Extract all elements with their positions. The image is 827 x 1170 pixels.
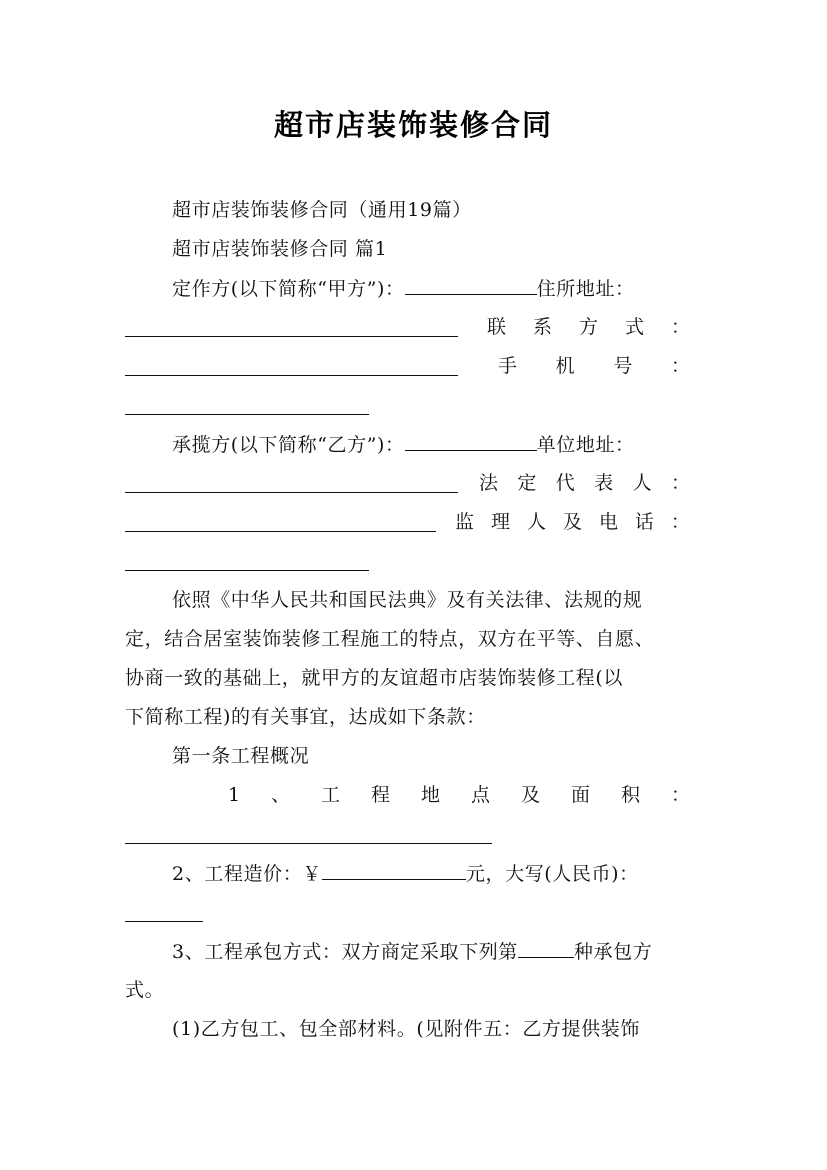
contact-blank[interactable] bbox=[125, 375, 458, 376]
intro-line-1: 依照《中华人民共和国民法典》及有关法律、法规的规 bbox=[172, 589, 643, 611]
legal-rep-blank[interactable] bbox=[125, 531, 436, 532]
section-heading: 超市店装饰装修合同 篇1 bbox=[172, 238, 388, 260]
intro-line-3: 协商一致的基础上，就甲方的友谊超市店装饰装修工程(以 bbox=[125, 667, 624, 689]
intro-line-2: 定，结合居室装饰装修工程施工的特点，双方在平等、自愿、 bbox=[125, 628, 655, 650]
intro-line-4: 下简称工程)的有关事宜，达成如下条款： bbox=[125, 706, 486, 728]
phone-label: 手 机 号 ： bbox=[498, 355, 690, 377]
item-3-suffix: 种承包方 bbox=[573, 941, 653, 963]
article-1-heading: 第一条工程概况 bbox=[172, 745, 310, 767]
item-3-line-2: 式。 bbox=[125, 979, 165, 1001]
unit-address-blank[interactable] bbox=[125, 492, 458, 493]
item-3-option-1: (1)乙方包工、包全部材料。(见附件五：乙方提供装饰 bbox=[172, 1018, 640, 1040]
item-2-line bbox=[172, 861, 639, 886]
unit-address-label: 单位地址： bbox=[536, 434, 635, 456]
supervisor-blank[interactable] bbox=[125, 570, 369, 571]
supervisor-label: 监 理 人 及 电 话 ： bbox=[455, 511, 690, 533]
item-1-label: 1 、 工 程 地 点 及 面 积 ： bbox=[228, 784, 690, 806]
price-words-blank[interactable] bbox=[125, 921, 203, 922]
item-2-label: 2、工程造价：￥ bbox=[172, 863, 322, 885]
party-b-blank[interactable] bbox=[405, 432, 537, 451]
legal-rep-label: 法 定 代 表 人 ： bbox=[479, 472, 690, 494]
item-2-suffix: 元，大写(人民币)： bbox=[465, 863, 639, 885]
party-a-line bbox=[172, 276, 635, 301]
party-a-blank[interactable] bbox=[405, 276, 537, 295]
address-label: 住所地址： bbox=[536, 278, 635, 300]
item-3-label: 3、工程承包方式：双方商定采取下列第 bbox=[172, 941, 518, 963]
party-b-label: 承揽方(以下简称“乙方”)： bbox=[172, 434, 405, 456]
address-blank[interactable] bbox=[125, 336, 458, 337]
item-1-blank[interactable] bbox=[125, 843, 492, 844]
party-b-line bbox=[172, 432, 635, 457]
phone-blank[interactable] bbox=[125, 414, 369, 415]
price-blank[interactable] bbox=[322, 861, 466, 880]
contract-mode-blank[interactable] bbox=[518, 939, 574, 958]
party-a-label: 定作方(以下简称“甲方”)： bbox=[172, 278, 405, 300]
item-3-line bbox=[172, 939, 652, 964]
document-subtitle: 超市店装饰装修合同（通用19篇） bbox=[172, 199, 472, 221]
document-title: 超市店装饰装修合同 bbox=[273, 108, 553, 142]
contact-label: 联 系 方 式 ： bbox=[487, 316, 690, 338]
